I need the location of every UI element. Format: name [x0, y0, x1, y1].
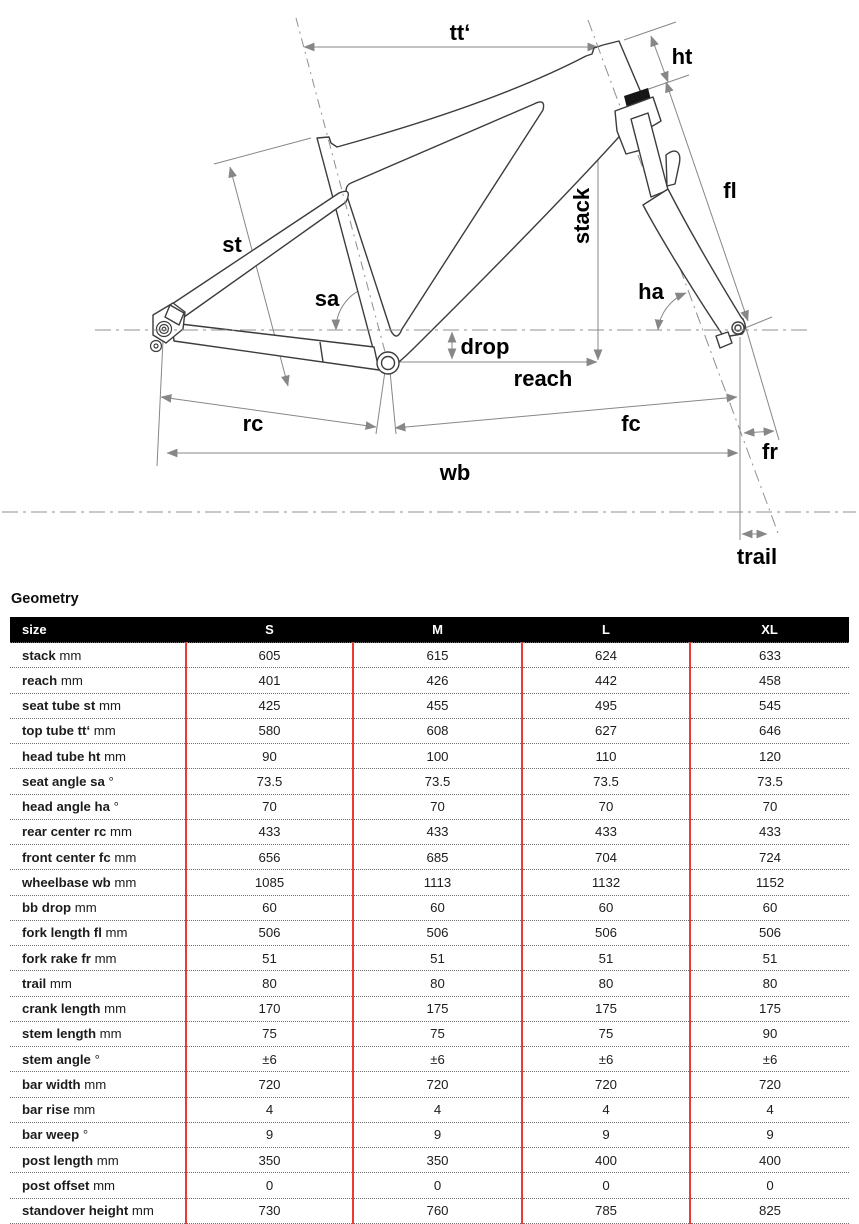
row-label: seat tube st mm: [10, 693, 186, 718]
value-cell: 506: [690, 920, 849, 945]
row-label: wheelbase wb mm: [10, 870, 186, 895]
label-drop: drop: [460, 334, 510, 359]
geometry-table-body: [10, 643, 849, 1224]
row-label: stack mm: [10, 643, 186, 668]
value-cell: 685: [353, 845, 522, 870]
table-row: [10, 668, 849, 693]
value-cell: 605: [186, 643, 353, 668]
value-cell: 458: [690, 668, 849, 693]
geometry-section: [0, 592, 859, 1224]
value-cell: 110: [522, 744, 690, 769]
value-cell: 73.5: [353, 769, 522, 794]
value-cell: 455: [353, 693, 522, 718]
value-cell: 73.5: [186, 769, 353, 794]
label-rear-center: rc: [242, 411, 264, 436]
value-cell: 760: [353, 1198, 522, 1223]
table-header-row: [10, 617, 849, 643]
front-dropout-tab: [716, 332, 732, 348]
ext-rear-axle: [157, 340, 163, 466]
value-cell: 433: [690, 819, 849, 844]
col-header-xl: XL: [690, 617, 849, 643]
row-label: fork length fl mm: [10, 920, 186, 945]
row-label: front center fc mm: [10, 845, 186, 870]
value-cell: 100: [353, 744, 522, 769]
value-cell: 785: [522, 1198, 690, 1223]
row-label: bb drop mm: [10, 895, 186, 920]
geometry-table: [10, 617, 849, 1224]
bottom-bracket: [377, 352, 399, 374]
value-cell: 1113: [353, 870, 522, 895]
value-cell: 825: [690, 1198, 849, 1223]
value-cell: 170: [186, 996, 353, 1021]
value-cell: 70: [186, 794, 353, 819]
value-cell: 0: [186, 1173, 353, 1198]
table-row: [10, 870, 849, 895]
label-head-angle: ha: [638, 279, 664, 304]
value-cell: 51: [186, 946, 353, 971]
value-cell: 433: [522, 819, 690, 844]
row-label: crank length mm: [10, 996, 186, 1021]
value-cell: 506: [186, 920, 353, 945]
value-cell: 120: [690, 744, 849, 769]
value-cell: 9: [353, 1122, 522, 1147]
value-cell: 1132: [522, 870, 690, 895]
value-cell: 4: [690, 1097, 849, 1122]
table-row: [10, 718, 849, 743]
row-label: stem length mm: [10, 1021, 186, 1046]
label-head-tube: ht: [671, 44, 693, 69]
table-row: [10, 794, 849, 819]
value-cell: 433: [353, 819, 522, 844]
label-trail: trail: [736, 544, 778, 569]
row-label: bar width mm: [10, 1072, 186, 1097]
table-row: [10, 1097, 849, 1122]
col-header-l: L: [522, 617, 690, 643]
table-row: [10, 1173, 849, 1198]
value-cell: 426: [353, 668, 522, 693]
fork-stanchion: [631, 113, 668, 197]
table-row: [10, 971, 849, 996]
dim-front-center: [395, 397, 737, 428]
value-cell: 75: [522, 1021, 690, 1046]
label-top-tube: tt‘: [449, 20, 471, 45]
value-cell: 506: [522, 920, 690, 945]
value-cell: 400: [522, 1148, 690, 1173]
table-row: [10, 920, 849, 945]
value-cell: 720: [186, 1072, 353, 1097]
value-cell: 9: [186, 1122, 353, 1147]
row-label: trail mm: [10, 971, 186, 996]
value-cell: 615: [353, 643, 522, 668]
table-row: [10, 946, 849, 971]
value-cell: 51: [690, 946, 849, 971]
value-cell: 1152: [690, 870, 849, 895]
value-cell: 633: [690, 643, 849, 668]
reference-lines: [2, 330, 856, 512]
value-cell: 60: [690, 895, 849, 920]
value-cell: 0: [353, 1173, 522, 1198]
row-label: head angle ha °: [10, 794, 186, 819]
col-header-m: M: [353, 617, 522, 643]
dim-fork-rake: [744, 431, 774, 433]
value-cell: 51: [522, 946, 690, 971]
row-label: rear center rc mm: [10, 819, 186, 844]
value-cell: 580: [186, 718, 353, 743]
col-header-size: size: [10, 617, 186, 643]
label-seat-angle: sa: [314, 286, 340, 311]
value-cell: 1085: [186, 870, 353, 895]
table-row: [10, 996, 849, 1021]
value-cell: 175: [353, 996, 522, 1021]
value-cell: 495: [522, 693, 690, 718]
table-row: [10, 845, 849, 870]
row-label: top tube tt‘ mm: [10, 718, 186, 743]
value-cell: 506: [353, 920, 522, 945]
value-cell: 80: [522, 971, 690, 996]
front-triangle: [314, 41, 646, 371]
ext-seat-tube-top: [214, 138, 311, 164]
value-cell: 70: [690, 794, 849, 819]
fork-lowers: [643, 189, 745, 337]
value-cell: 60: [353, 895, 522, 920]
table-row: [10, 1072, 849, 1097]
fork-adjuster-knob: [666, 151, 680, 186]
table-row: [10, 895, 849, 920]
value-cell: 400: [690, 1148, 849, 1173]
row-label: head tube ht mm: [10, 744, 186, 769]
row-label: bar weep °: [10, 1122, 186, 1147]
section-title: Geometry: [11, 591, 79, 607]
value-cell: ±6: [690, 1047, 849, 1072]
value-cell: 4: [186, 1097, 353, 1122]
label-wheelbase: wb: [439, 460, 471, 485]
value-cell: 646: [690, 718, 849, 743]
value-cell: 51: [353, 946, 522, 971]
value-cell: 720: [353, 1072, 522, 1097]
value-cell: 545: [690, 693, 849, 718]
value-cell: 624: [522, 643, 690, 668]
value-cell: 425: [186, 693, 353, 718]
label-reach: reach: [513, 366, 573, 391]
value-cell: 350: [186, 1148, 353, 1173]
table-row: [10, 744, 849, 769]
ext-head-top: [624, 22, 676, 40]
value-cell: 720: [690, 1072, 849, 1097]
table-row: [10, 1021, 849, 1046]
value-cell: 60: [186, 895, 353, 920]
row-label: post offset mm: [10, 1173, 186, 1198]
value-cell: ±6: [186, 1047, 353, 1072]
value-cell: ±6: [522, 1047, 690, 1072]
value-cell: 656: [186, 845, 353, 870]
value-cell: 0: [522, 1173, 690, 1198]
value-cell: 73.5: [522, 769, 690, 794]
frame-geometry-diagram: [0, 0, 859, 580]
value-cell: 175: [522, 996, 690, 1021]
ext-fork-offset: [743, 318, 779, 440]
ext-bb-right: [390, 371, 396, 434]
value-cell: 4: [522, 1097, 690, 1122]
label-fork-length: fl: [723, 178, 737, 203]
table-row: [10, 1047, 849, 1072]
value-cell: ±6: [353, 1047, 522, 1072]
value-cell: 75: [353, 1021, 522, 1046]
value-cell: 90: [690, 1021, 849, 1046]
value-cell: 724: [690, 845, 849, 870]
table-row: [10, 1122, 849, 1147]
ext-bb-left: [376, 371, 385, 434]
geometry-diagram-svg: [0, 0, 859, 580]
table-row: [10, 1198, 849, 1223]
value-cell: 80: [353, 971, 522, 996]
value-cell: 401: [186, 668, 353, 693]
value-cell: 4: [353, 1097, 522, 1122]
col-header-s: S: [186, 617, 353, 643]
value-cell: 75: [186, 1021, 353, 1046]
table-row: [10, 819, 849, 844]
label-seat-tube: st: [222, 232, 242, 257]
value-cell: 720: [522, 1072, 690, 1097]
value-cell: 0: [690, 1173, 849, 1198]
table-row: [10, 1148, 849, 1173]
row-label: reach mm: [10, 668, 186, 693]
value-cell: 90: [186, 744, 353, 769]
fork: [615, 88, 745, 348]
value-cell: 442: [522, 668, 690, 693]
value-cell: 730: [186, 1198, 353, 1223]
table-row: [10, 693, 849, 718]
value-cell: 80: [186, 971, 353, 996]
dim-rear-center: [161, 397, 376, 427]
label-front-center: fc: [621, 411, 641, 436]
table-row: [10, 643, 849, 668]
value-cell: 608: [353, 718, 522, 743]
value-cell: 70: [353, 794, 522, 819]
value-cell: 70: [522, 794, 690, 819]
table-row: [10, 769, 849, 794]
value-cell: 433: [186, 819, 353, 844]
label-stack: stack: [569, 187, 594, 245]
value-cell: 80: [690, 971, 849, 996]
label-fork-rake: fr: [762, 439, 778, 464]
row-label: stem angle °: [10, 1047, 186, 1072]
value-cell: 175: [690, 996, 849, 1021]
value-cell: 73.5: [690, 769, 849, 794]
value-cell: 704: [522, 845, 690, 870]
row-label: bar rise mm: [10, 1097, 186, 1122]
steering-axis: [588, 20, 778, 533]
row-label: fork rake fr mm: [10, 946, 186, 971]
row-label: post length mm: [10, 1148, 186, 1173]
value-cell: 9: [690, 1122, 849, 1147]
row-label: standover height mm: [10, 1198, 186, 1223]
value-cell: 9: [522, 1122, 690, 1147]
value-cell: 350: [353, 1148, 522, 1173]
value-cell: 60: [522, 895, 690, 920]
dim-head-tube: [651, 36, 668, 82]
row-label: seat angle sa °: [10, 769, 186, 794]
value-cell: 627: [522, 718, 690, 743]
